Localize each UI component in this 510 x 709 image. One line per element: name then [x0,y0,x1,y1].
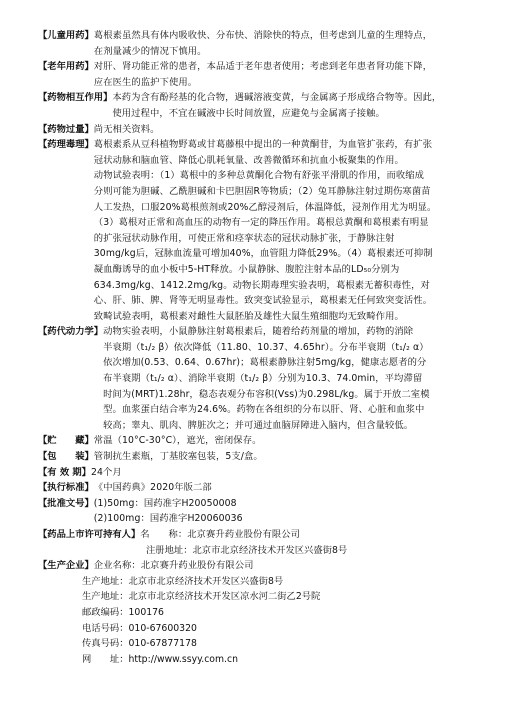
section-label: 【有 效 期】 [38,466,91,478]
section-label: 【包 装】 [38,451,94,463]
section-label: 【老年用药】 [38,61,94,73]
section-pharmacology-toxicology [38,137,478,324]
section-pediatric-use [38,28,478,59]
section-standard [38,480,478,496]
section-mah [38,527,478,543]
section-shelf-life [38,465,478,481]
section-label: 【儿童用药】 [38,30,94,41]
section-text: 尚无相关资料。 [93,123,160,135]
section-text: 本药为含有酚羟基的化合物，遇碱溶液变黄，与金属离子形成络合物等。因此， 使用过程中，不宜在碱液中长时间放置，应避免与金属离子接触。 [112,92,442,119]
section-label: 【执行标准】 [38,482,94,494]
section-label: 【生产企业】 [38,560,94,572]
section-label: 【贮 藏】 [38,435,94,447]
manufacturer-website[interactable]: 网 址：http://www.ssyy.com.cn [82,653,239,665]
manufacturer-fax: 传真号码：010-67877178 [82,638,197,650]
section-label: 【药代动力学】 [38,326,104,338]
manufacturer-phone: 电话号码：010-67600320 [82,622,197,634]
manufacturer-address-2: 生产地址：北京市北京经济技术开发区凉水河二街乙2号院 [82,591,321,603]
section-text: 管制抗生素瓶，丁基胶塞包装，5支/盒。 [93,451,263,463]
manufacturer-postcode: 邮政编码：100176 [82,606,164,618]
section-text: 常温（10°C-30°C），遮光，密闭保存。 [93,435,262,447]
section-label: 【药理毒理】 [38,139,94,151]
section-storage [38,433,478,449]
section-text: 24个月 [90,466,122,478]
package-insert-page [38,28,478,667]
section-packaging [38,449,478,465]
section-text: 葛根素虽然具有体内吸收快、分布快、消除快的特点，但考虑到儿童的生理特点， 在剂量减少的情况下慎用。 [93,30,433,57]
section-text: 《中国药典》2020年版二部 [93,482,212,494]
section-drug-interactions [38,90,478,121]
section-label: 【批准文号】 [38,497,94,509]
section-overdose [38,122,478,138]
section-manufacturer [38,558,478,574]
mah-address: 注册地址：北京市北京经济技术开发区兴盛街8号 [146,544,348,556]
mah-name: 名 称：北京赛升药业股份有限公司 [140,529,301,540]
section-geriatric-use [38,59,478,90]
section-label: 【药物相互作用】 [38,92,113,104]
section-approval-number [38,496,478,527]
section-label: 【药物过量】 [38,123,94,135]
section-text: 对肝、肾功能正常的患者，本品适于老年患者使用；考虑到老年患者肾功能下降， 应在医生的监护下使用。 [93,61,433,88]
manufacturer-address-1: 生产地址：北京市北京经济技术开发区兴盛街8号 [82,575,284,587]
manufacturer-name: 企业名称：北京赛升药业股份有限公司 [93,560,254,572]
section-text: (1)50mg：国药准字H20050008 (2)100mg：国药准字H20060036 [93,497,243,525]
section-text: 葛根素系从豆科植物野葛或甘葛藤根中提出的一种黄酮苷，为血管扩张药，有扩张 冠状动脉和脑血管、降低心肌耗氧量、改善微循环和抗血小板聚集的作用。 动物试验表明：（1）葛根中的多种总黄酮化合物有舒张平滑肌的作用，而收缩成 分则可能为胆碱、乙酰胆碱和卡巴胆固R等物质；（2）兔耳静脉注射过期伤寒菌苗 人工发热，口服20%葛根煎剂或20%乙醇浸剂后，体温降低，浸剂作用尤为明显。 （3）葛根对正常和高血压的动物有一定的降压作用。葛根总黄酮和葛根素有明显 的扩张冠状动脉作用，可使正常和痉挛状态的冠状动脉扩张，于静脉注射 30mg/kg后，冠脉血流量可增加40%，血管阻力降低29%。（4）葛根素还可抑制 凝血酶诱导的血小板中5-HT释放。小鼠静脉、腹腔注射本品的LD₅₀分别为 634.3mg/kg、1412.2mg/kg。动物长期毒理实验表明，葛根素无蓄积毒性，对 心、肝、肺、脾、肾等无明显毒性。致突变试验显示，葛根素无任何致突变活性。 致畸试验表明，葛根素对雌性大鼠胚胎及雄性大鼠生殖细胞均无致畸作用。 [93,139,437,322]
section-text: 动物实验表明，小鼠静脉注射葛根素后，随着给药剂量的增加，药物的消除 半衰期（t₁/₂ β）依次降低（11.80、10.37、4.65hr）。分布半衰期（t₁/₂ α） 依次增加(0.53、0.64、0.67hr)；葛根素静脉注射5mg/kg，健康志愿者的分 布半衰期（t₁/₂ α）、消除半衰期（t₁/₂ β）分别为10.3、74.0min，平均滞留 时间为(MRT)1.28hr，稳态表观分布容积(Vss)为0.298L/kg。属于开放二室模 型。血浆蛋白结合率为24.6%。药物在各组织的分布以肝、肾、心脏和血浆中 较高；睾丸、肌肉、脾脏次之；并可通过血脑屏障进入脑内，但含量较低。 [103,326,430,431]
section-label: 【药品上市许可持有人】 [38,529,141,540]
section-pharmacokinetics [38,324,478,433]
